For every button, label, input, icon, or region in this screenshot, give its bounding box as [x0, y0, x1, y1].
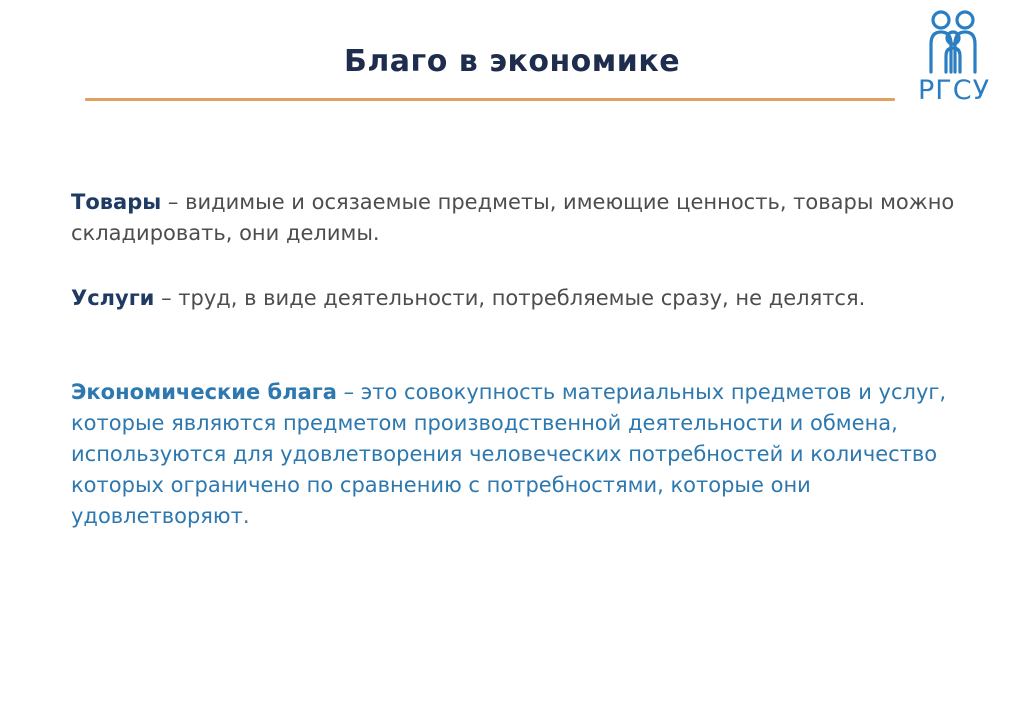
paragraph-economic-goods [71, 377, 971, 532]
definition-economic-goods: – это совокупность материальных предметов и услуг, которые являются предметом производственной деятельности и обмена, используются для удовлетворения человеческих потребностей и количество которых ограничено по сравнению с потребностями, которые они удовлетворяют. [71, 380, 947, 528]
paragraph-goods [71, 187, 971, 249]
term-goods: Товары [71, 190, 162, 214]
term-services: Услуги [71, 286, 155, 310]
definition-services: – труд, в виде деятельности, потребляемые сразу, не делятся. [154, 286, 866, 310]
definition-goods: – видимые и осязаемые предметы, имеющие ценность, товары можно складировать, они делимы. [71, 190, 955, 245]
logo-text: РГСУ [917, 75, 991, 106]
term-economic-goods: Экономические блага [71, 380, 337, 404]
university-logo [908, 8, 1000, 108]
slide-title: Благо в экономике [343, 44, 681, 79]
people-logo-icon [908, 8, 1000, 78]
paragraph-services [71, 283, 971, 314]
title-underline [85, 98, 895, 101]
